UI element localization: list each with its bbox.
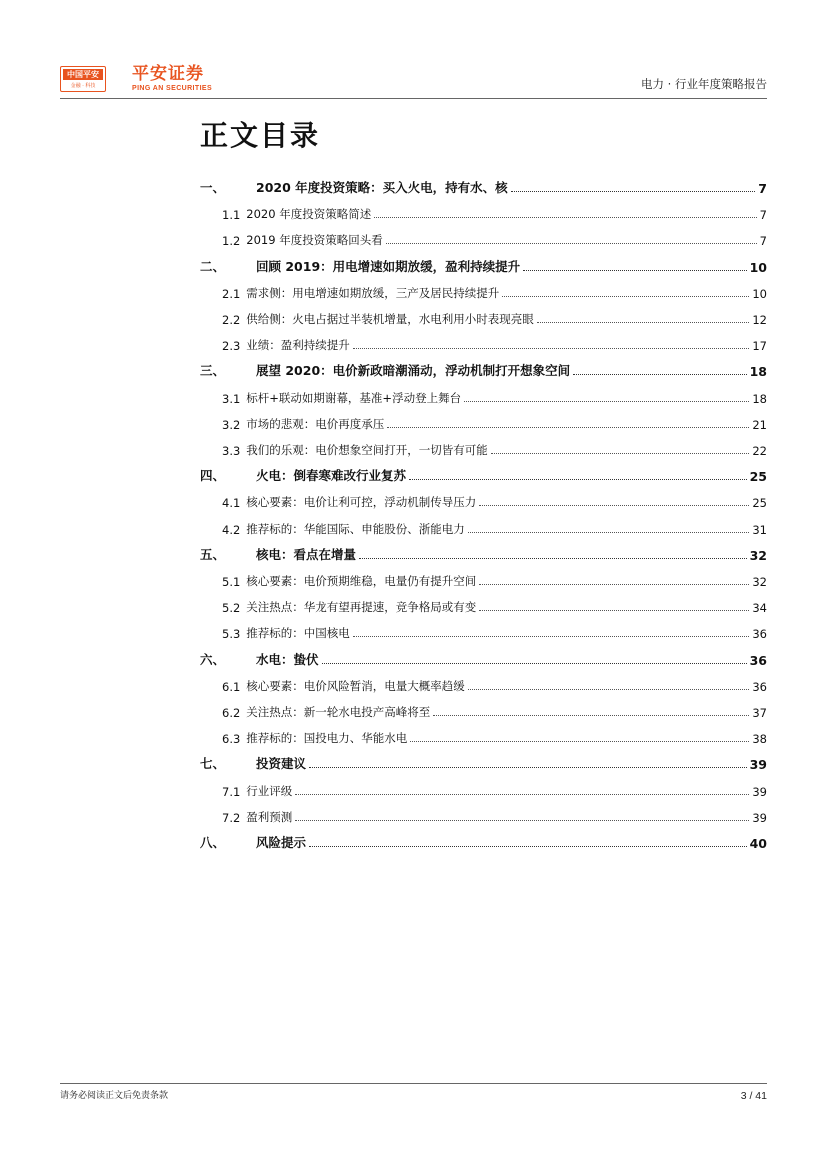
toc-entry-title: 关注热点：华龙有望再提速，竞争格局或有变: [246, 600, 477, 615]
toc-entry-page: 7: [759, 208, 767, 223]
toc-section-entry[interactable]: [200, 303, 767, 327]
toc-section-entry[interactable]: [200, 513, 767, 537]
toc-section-entry[interactable]: [200, 565, 767, 589]
toc-entry-number: 7.2: [222, 810, 241, 825]
toc-dot-leader: [309, 846, 747, 847]
logo-cn-top-text: 中国平安: [63, 69, 103, 80]
toc-dot-leader: [511, 191, 756, 192]
toc-entry-title: 火电：倒春寒难改行业复苏: [256, 468, 407, 484]
toc-entry-number: 四、: [200, 468, 226, 484]
toc-entry-title: 核心要素：电价风险暂消，电量大概率趋缓: [246, 678, 465, 693]
toc-dot-leader: [353, 348, 750, 349]
toc-entry-number: 5.2: [222, 601, 241, 616]
toc-entry-title: 回顾 2019：用电增速如期放缓，盈利持续提升: [256, 258, 521, 274]
toc-dot-leader: [295, 794, 749, 795]
toc-entry-number: 2.1: [222, 286, 241, 301]
toc-section-entry[interactable]: [200, 591, 767, 615]
toc-dot-leader: [491, 453, 750, 454]
toc-entry-number: 八、: [200, 835, 226, 850]
toc-dot-leader: [464, 401, 749, 402]
toc-section-entry[interactable]: [200, 775, 767, 799]
toc-dot-leader: [309, 767, 747, 768]
toc-entry-page: 17: [752, 339, 767, 354]
toc-entry-number: 三、: [200, 363, 226, 379]
toc-chapter-entry[interactable]: [200, 644, 767, 668]
toc-section-entry[interactable]: [200, 329, 767, 353]
toc-entry-number: 五、: [200, 546, 226, 562]
toc-entry-title: 关注热点：新一轮水电投产高峰将至: [246, 705, 431, 719]
toc-entry-page: 39: [749, 757, 767, 773]
toc-entry-page: 10: [752, 286, 767, 301]
toc-entry-number: 4.1: [222, 496, 241, 511]
toc-entry-title: 盈利预测: [246, 809, 293, 824]
toc-entry-number: 6.3: [222, 732, 241, 747]
toc-section-entry[interactable]: [200, 224, 767, 248]
page-header: [60, 62, 767, 96]
toc-chapter-entry[interactable]: [200, 251, 767, 275]
toc-dot-leader: [387, 427, 749, 428]
toc-entry-title: 核心要素：电价预期维稳，电量仍有提升空间: [246, 574, 477, 588]
toc-entry-title: 业绩：盈利持续提升: [246, 338, 350, 353]
toc-section-entry[interactable]: [200, 408, 767, 432]
toc-entry-title: 2020 年度投资策略简述: [246, 207, 372, 222]
toc-section-entry[interactable]: [200, 617, 767, 641]
toc-entry-title: 核电：看点在增量: [256, 546, 357, 562]
toc-entry-page: 25: [749, 469, 767, 485]
toc-entry-title: 投资建议: [256, 756, 307, 772]
toc-chapter-entry[interactable]: [200, 355, 767, 379]
page-number: 3 / 41: [740, 1090, 767, 1102]
toc-entry-page: 39: [752, 810, 767, 825]
ping-an-group-logo: [60, 66, 106, 92]
toc-chapter-entry[interactable]: [200, 539, 767, 563]
toc-entry-number: 3.3: [222, 444, 241, 458]
toc-dot-leader: [374, 217, 756, 218]
toc-entry-page: 21: [752, 417, 767, 432]
toc-entry-page: 25: [752, 496, 767, 511]
toc-entry-page: 22: [752, 444, 767, 458]
toc-entry-page: 7: [759, 234, 767, 249]
toc-dot-leader: [468, 689, 750, 690]
toc-entry-number: 1.1: [222, 208, 241, 223]
toc-dot-leader: [479, 584, 749, 585]
toc-entry-number: 7.1: [222, 784, 241, 799]
toc-entry-title: 我们的乐观：电价想象空间打开，一切皆有可能: [246, 443, 488, 457]
toc-section-entry[interactable]: [200, 722, 767, 746]
toc-section-entry[interactable]: [200, 277, 767, 301]
toc-dot-leader: [386, 243, 757, 244]
toc-dot-leader: [410, 741, 749, 742]
toc-entry-page: 18: [752, 391, 767, 406]
toc-entry-title: 推荐标的：国投电力、华能水电: [246, 731, 408, 746]
toc-entry-number: 2.3: [222, 339, 241, 354]
toc-dot-leader: [502, 296, 749, 297]
toc-entry-page: 36: [749, 652, 767, 668]
toc-section-entry[interactable]: [200, 696, 767, 720]
toc-entry-title: 核心要素：电价让利可控，浮动机制传导压力: [246, 495, 477, 510]
toc-entry-number: 4.2: [222, 522, 241, 537]
footer-divider: [60, 1083, 767, 1084]
toc-section-entry[interactable]: [200, 670, 767, 694]
toc-dot-leader: [409, 479, 747, 480]
toc-dot-leader: [537, 322, 750, 323]
toc-entry-number: 3.2: [222, 417, 241, 432]
toc-dot-leader: [322, 663, 747, 664]
toc-entry-page: 7: [758, 181, 767, 196]
toc-entry-page: 31: [752, 522, 767, 537]
toc-dot-leader: [295, 820, 749, 821]
footer-disclaimer: 请务必阅读正文后免责条款: [60, 1091, 169, 1101]
toc-entry-number: 1.2: [222, 234, 241, 249]
toc-entry-page: 38: [752, 732, 767, 747]
toc-chapter-entry[interactable]: [200, 172, 767, 196]
toc-dot-leader: [433, 715, 749, 716]
toc-entry-title: 推荐标的：中国核电: [246, 626, 350, 641]
toc-entry-title: 标杆+联动如期谢幕，基准+浮动登上舞台: [246, 390, 462, 405]
toc-entry-page: 12: [752, 313, 767, 327]
toc-dot-leader: [479, 505, 749, 506]
toc-entry-title: 需求侧：用电增速如期放缓，三产及居民持续提升: [246, 285, 500, 300]
toc-dot-leader: [359, 558, 747, 559]
page-title: 正文目录: [200, 119, 321, 152]
toc-entry-title: 水电：蛰伏: [256, 651, 319, 667]
toc-section-entry[interactable]: [200, 434, 767, 458]
report-title: 电力 · 行业年度策略报告: [641, 77, 767, 91]
toc-entry-page: 18: [749, 364, 767, 380]
toc-section-entry[interactable]: [200, 486, 767, 510]
toc-entry-page: 32: [749, 547, 767, 563]
brand-name-cn: 平安证券: [132, 64, 204, 84]
toc-entry-number: 七、: [200, 756, 226, 772]
toc-entry-title: 推荐标的：华能国际、申能股份、浙能电力: [246, 521, 465, 536]
toc-entry-title: 供给侧：火电占据过半装机增量，水电利用小时表现亮眼: [246, 312, 534, 326]
toc-entry-page: 40: [749, 836, 767, 851]
toc-chapter-entry[interactable]: [200, 827, 767, 851]
header-divider: [60, 98, 767, 99]
toc-entry-title: 市场的悲观：电价再度承压: [246, 416, 385, 431]
toc-dot-leader: [573, 374, 746, 375]
toc-entry-page: 36: [752, 627, 767, 642]
toc-entry-page: 36: [752, 679, 767, 694]
brand-name-en: PING AN SECURITIES: [132, 85, 213, 92]
toc-entry-title: 风险提示: [256, 835, 307, 850]
toc-entry-number: 3.1: [222, 391, 241, 406]
toc-dot-leader: [479, 610, 749, 611]
toc-entry-page: 32: [752, 575, 767, 589]
logo-cn-bottom-text: 金融 · 科技: [70, 83, 96, 89]
toc-section-entry[interactable]: [200, 382, 767, 406]
toc-dot-leader: [523, 270, 746, 271]
toc-entry-number: 5.3: [222, 627, 241, 642]
toc-entry-title: 展望 2020：电价新政暗潮涌动，浮动机制打开想象空间: [256, 363, 571, 379]
toc-entry-number: 一、: [200, 180, 226, 195]
toc-chapter-entry[interactable]: [200, 460, 767, 484]
toc-entry-page: 39: [752, 784, 767, 799]
toc-entry-number: 6.2: [222, 706, 241, 720]
toc-entry-number: 5.1: [222, 575, 241, 589]
toc-section-entry[interactable]: [200, 198, 767, 222]
toc-chapter-entry[interactable]: [200, 748, 767, 772]
toc-entry-page: 34: [752, 601, 767, 616]
toc-dot-leader: [353, 636, 750, 637]
toc-entry-number: 6.1: [222, 679, 241, 694]
toc-dot-leader: [468, 532, 750, 533]
toc-section-entry[interactable]: [200, 801, 767, 825]
toc-entry-number: 2.2: [222, 313, 241, 327]
toc-entry-page: 10: [749, 259, 767, 275]
toc-entry-page: 37: [752, 706, 767, 720]
toc-entry-title: 行业评级: [246, 783, 293, 798]
toc-entry-number: 六、: [200, 651, 226, 667]
toc-entry-number: 二、: [200, 258, 226, 274]
toc-entry-title: 2020 年度投资策略：买入火电，持有水、核: [256, 180, 508, 195]
toc-entry-title: 2019 年度投资策略回头看: [246, 233, 383, 248]
